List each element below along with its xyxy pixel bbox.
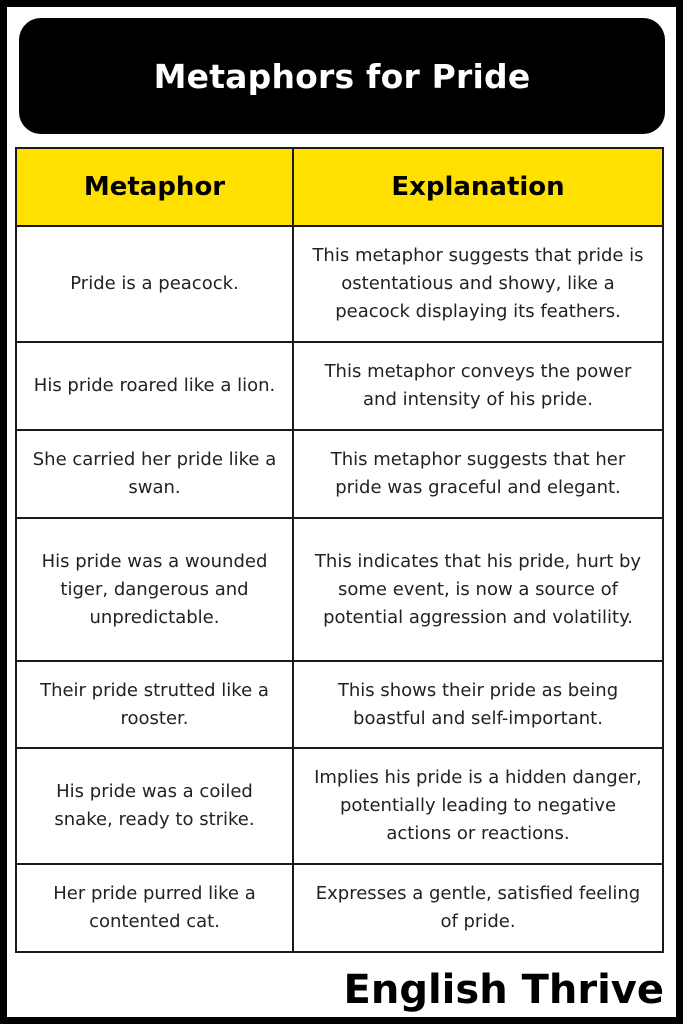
table-header-row (16, 148, 663, 226)
table-row (16, 748, 663, 864)
explanation-cell: This indicates that his pride, hurt by some event, is now a source of potential aggression and volatility. (293, 518, 663, 661)
metaphor-cell: Their pride strutted like a rooster. (16, 661, 293, 748)
metaphor-cell: Her pride purred like a contented cat. (16, 864, 293, 952)
explanation-cell: Implies his pride is a hidden danger, potentially leading to negative actions or reactions. (293, 748, 663, 864)
explanation-cell: This metaphor suggests that her pride was graceful and elegant. (293, 430, 663, 518)
metaphor-table (15, 147, 664, 953)
table-row (16, 430, 663, 518)
metaphor-cell: His pride was a coiled snake, ready to strike. (16, 748, 293, 864)
table-row (16, 226, 663, 342)
table-row (16, 518, 663, 661)
header-metaphor: Metaphor (16, 148, 293, 226)
explanation-cell: This metaphor conveys the power and intensity of his pride. (293, 342, 663, 430)
page-title: Metaphors for Pride (153, 56, 531, 96)
metaphor-cell: She carried her pride like a swan. (16, 430, 293, 518)
table-row (16, 661, 663, 748)
explanation-cell: This shows their pride as being boastful and self-important. (293, 661, 663, 748)
metaphor-cell: His pride roared like a lion. (16, 342, 293, 430)
header-explanation: Explanation (293, 148, 663, 226)
explanation-cell: Expresses a gentle, satisfied feeling of pride. (293, 864, 663, 952)
title-banner (19, 18, 665, 134)
table-row (16, 342, 663, 430)
brand-footer: English Thrive (343, 967, 664, 1013)
metaphor-cell: His pride was a wounded tiger, dangerous and unpredictable. (16, 518, 293, 661)
table-row (16, 864, 663, 952)
metaphor-cell: Pride is a peacock. (16, 226, 293, 342)
page (7, 7, 676, 1017)
explanation-cell: This metaphor suggests that pride is ostentatious and showy, like a peacock displaying its feathers. (293, 226, 663, 342)
